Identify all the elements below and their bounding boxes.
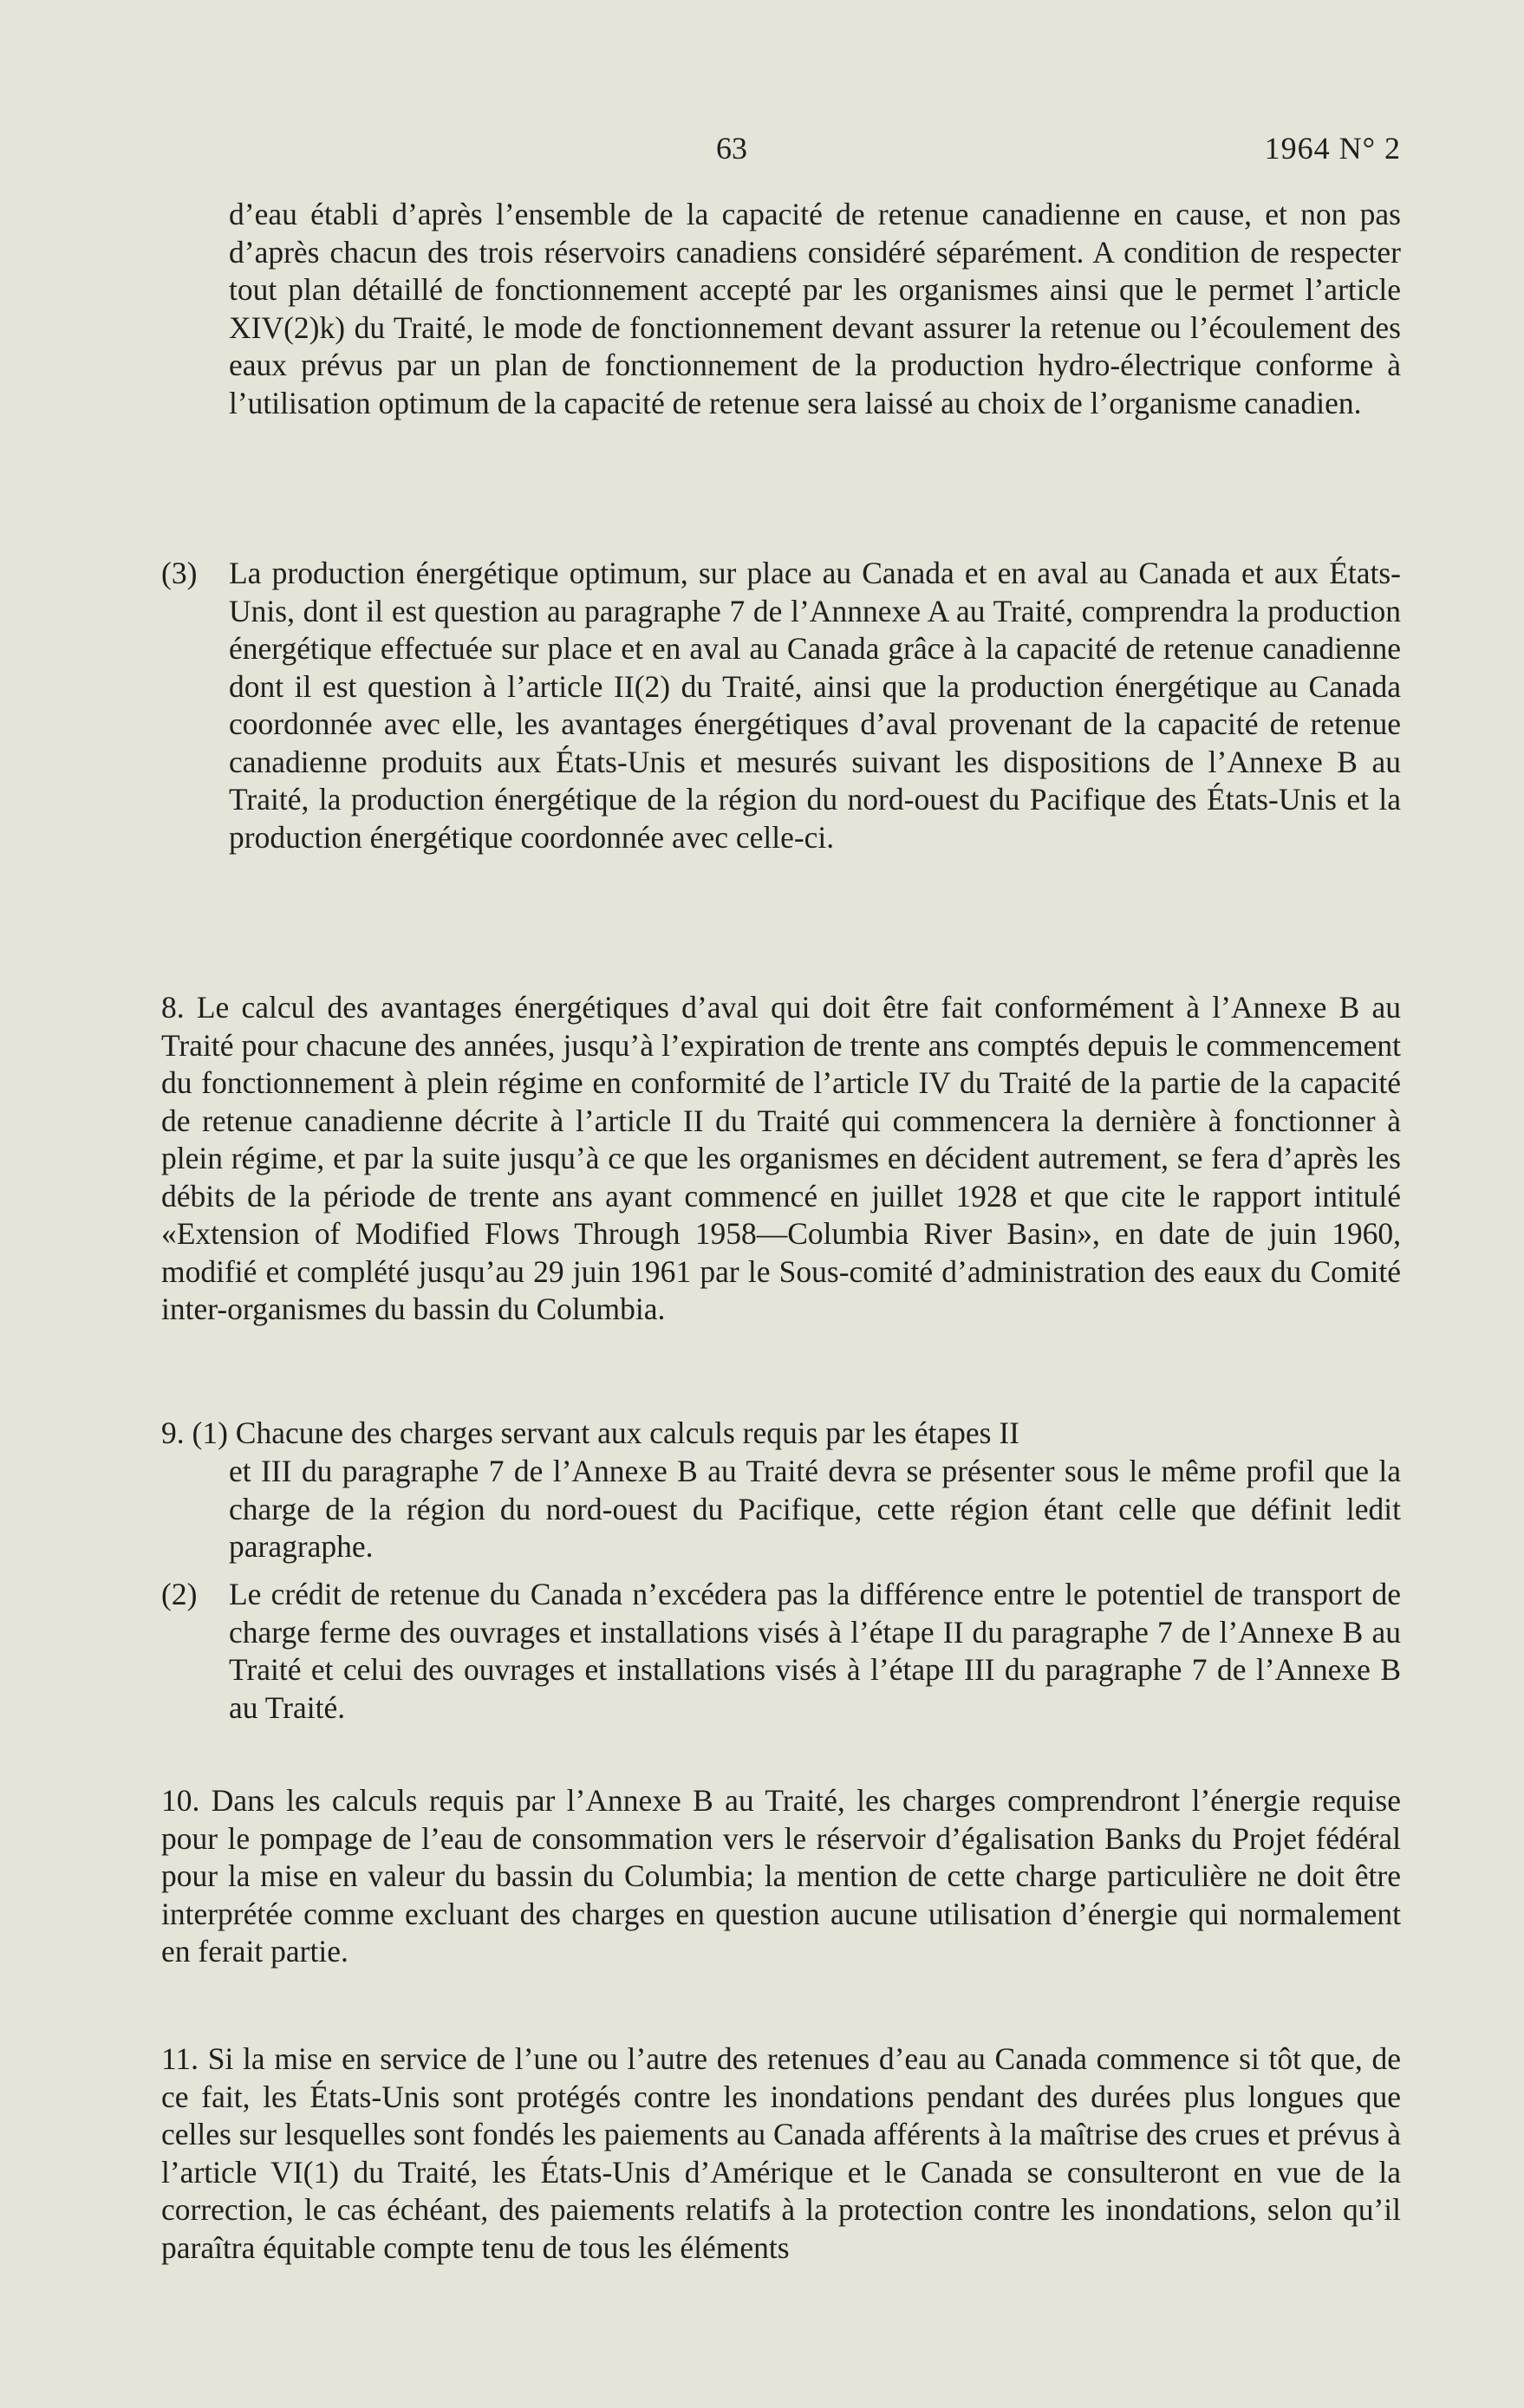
paragraph-11 xyxy=(161,2040,1401,2267)
paragraph-text: 10. Dans les calculs requis par l’Annexe B au Traité, les charges comprendront l’énergie requise pour le pompage de l’eau de consommation vers le réservoir d’égalisation Banks du Projet fédéral pour la mise en valeur du bassin du Columbia; la mention de cette charge particulière ne doit être interprétée comme excluant des charges en question aucune utilisation d’énergie qui normalement en ferait partie. xyxy=(161,1783,1401,1969)
page-number: 63 xyxy=(716,131,747,166)
paragraph-text: 9. (1) Chacune des charges servant aux calculs requis par les étapes II xyxy=(161,1416,1019,1450)
paragraph-text: d’eau établi d’après l’ensemble de la capacité de retenue canadienne en cause, et non pas d’après chacun des trois réservoirs canadiens considéré séparément. A condition de respecter tout plan détaillé de fonctionnement accepté par les organismes ainsi que le permet l’article XIV(2)k) du Traité, le mode de fonctionnement devant assurer la retenue ou l’écoulement des eaux prévus par un plan de fonctionnement de la production hydro-électrique conforme à l’utilisation optimum de la capacité de retenue sera laissé au choix de l’organisme canadien. xyxy=(229,197,1401,420)
paragraph-7-3 xyxy=(229,555,1401,856)
paragraph-10 xyxy=(161,1782,1401,1971)
paragraph-9-1-first-line xyxy=(161,1415,1401,1453)
paragraph-text: 11. Si la mise en service de l’une ou l’autre des retenues d’eau au Canada commence si tôt que, de ce fait, les États-Unis sont protégés contre les inondations pendant des durées plus longues que celles sur lesquelles sont fondés les paiements au Canada afférents à la maîtrise des crues et prévus à l’article VI(1) du Traité, les États-Unis d’Amérique et le Canada se consulteront en vue de la correction, le cas échéant, des paiements relatifs à la protection contre les inondations, selon qu’il paraîtra équitable compte tenu de tous les éléments xyxy=(161,2041,1401,2265)
paragraph-text: et III du paragraphe 7 de l’Annexe B au Traité devra se présenter sous le même profil que la charge de la région du nord-ouest du Pacifique, cette région étant celle que définit ledit paragraphe. xyxy=(229,1454,1401,1564)
paragraph-9-1 xyxy=(229,1453,1401,1566)
subparagraph-label: (2) xyxy=(161,1577,198,1611)
paragraph-text: 8. Le calcul des avantages énergétiques d’aval qui doit être fait conformément à l’Annexe B au Traité pour chacune des années, jusqu’à l’expiration de trente ans comptés depuis le commencement du fonctionnement à plein régime en conformité de l’article IV du Traité de la partie de la capacité de retenue canadienne décrite à l’article II du Traité qui commencera la dernière à fonctionner à plein régime, et par la suite jusqu’à ce que les organismes en décident autrement, se fera d’après les débits de la période de trente ans ayant commencé en juillet 1928 et que cite le rapport intitulé «Extension of Modified Flows Through 1958—Columbia River Basin», en date de juin 1960, modifié et complété jusqu’au 29 juin 1961 par le Sous-comité d’administration des eaux du Comité inter-organismes du bassin du Columbia. xyxy=(161,990,1401,1326)
paragraph-text: La production énergétique optimum, sur place au Canada et en aval au Canada et aux États-Unis, dont il est question au paragraphe 7 de l’Annnexe A au Traité, comprendra la production énergétique effectuée sur place et en aval au Canada grâce à la capacité de retenue canadienne dont il est question à l’article II(2) du Traité, ainsi que la production énergétique au Canada coordonnée avec elle, les avantages énergétiques d’aval provenant de la capacité de retenue canadienne produits aux États-Unis et mesurés suivant les dispositions de l’Annexe B au Traité, la production énergétique de la région du nord-ouest du Pacifique des États-Unis et la production énergétique coordonnée avec celle-ci. xyxy=(229,556,1401,855)
paragraph-9-2 xyxy=(229,1576,1401,1727)
subparagraph-label: (3) xyxy=(161,556,198,590)
paragraph-continuation xyxy=(229,196,1401,422)
document-reference: 1964 N° 2 xyxy=(1264,131,1401,166)
paragraph-text: Le crédit de retenue du Canada n’excédera pas la différence entre le potentiel de transport de charge ferme des ouvrages et installations visés à l’étape II du paragraphe 7 de l’Annexe B au Traité et celui des ouvrages et installations visés à l’étape III du paragraphe 7 de l’Annexe B au Traité. xyxy=(229,1577,1401,1725)
paragraph-8 xyxy=(161,989,1401,1329)
